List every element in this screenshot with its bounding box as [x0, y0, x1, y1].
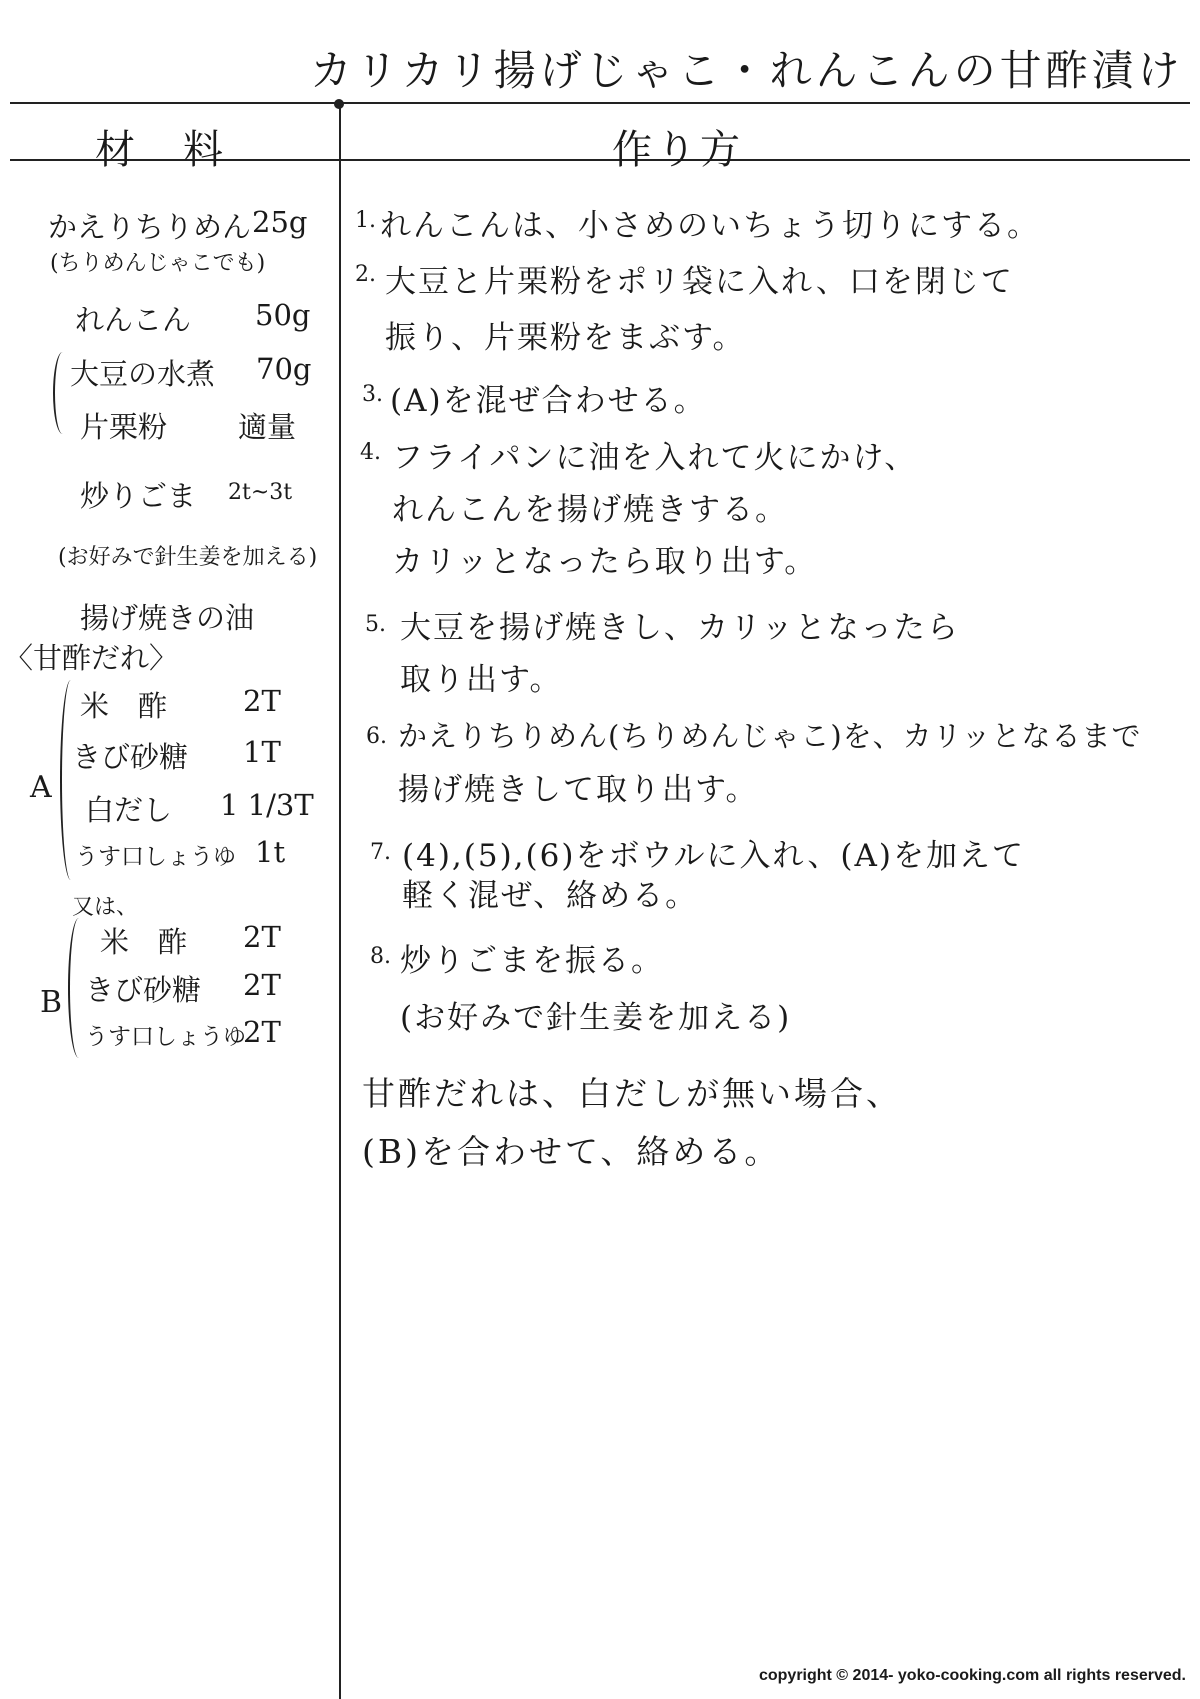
ingredient-daizu-amount: 70g	[256, 352, 312, 386]
group-b-item: きび砂糖	[85, 973, 202, 1007]
group-a-amount: 1T	[243, 735, 281, 769]
ingredient-kaeri-note: (ちりめんじゃこでも)	[50, 251, 266, 276]
method-header: 作り方	[612, 127, 744, 173]
step-line: かえりちりめん(ちりめんじゃこ)を、カリッとなるまで	[398, 719, 1142, 753]
column-divider	[339, 104, 341, 1699]
step-line: (お好みで針生姜を加える)	[400, 1000, 792, 1036]
group-b-label: B	[40, 985, 63, 1020]
group-b-item: 米 酢	[100, 925, 188, 959]
copyright: copyright © 2014- yoko-cooking.com all rights reserved.	[758, 1667, 1186, 1684]
step-line: れんこんは、小さめのいちょう切りにする。	[380, 208, 1040, 244]
group-b-bracket	[68, 918, 86, 1058]
step-number: 2.	[355, 262, 376, 287]
step-line: 炒りごまを振る。	[400, 943, 664, 979]
step-line: 揚げ焼きして取り出す。	[398, 772, 759, 808]
step-number: 4.	[360, 440, 381, 465]
step-number: 6.	[366, 724, 387, 749]
ingredient-kaeri-amount: 25g	[252, 205, 308, 239]
step-line: れんこんを揚げ焼きする。	[392, 492, 788, 528]
step-line: 大豆と片栗粉をポリ袋に入れ、口を閉じて	[385, 264, 1014, 300]
divider-dot	[334, 99, 344, 109]
group-b-amount: 2T	[243, 968, 281, 1002]
sauce-heading: 〈甘酢だれ〉	[4, 641, 179, 675]
ingredients-header: 材 料	[95, 127, 227, 173]
step-line: 取り出す。	[400, 662, 563, 698]
ingredient-oil: 揚げ焼きの油	[80, 601, 255, 635]
shoga-note: (お好みで針生姜を加える)	[58, 545, 318, 570]
group-b-item: うす口しょうゆ	[85, 1024, 246, 1050]
step-number: 8.	[370, 944, 391, 969]
step-line: (4),(5),(6)をボウルに入れ、(A)を加えて	[402, 838, 1025, 874]
group-a-item: 白だし	[85, 793, 173, 827]
step-line: フライパンに油を入れて火にかけ、	[392, 440, 918, 476]
group-a-item: 米 酢	[80, 689, 168, 723]
ingredient-renkon-name: れんこん	[75, 303, 192, 337]
ingredient-renkon-amount: 50g	[255, 298, 311, 332]
step-line: 振り、片栗粉をまぶす。	[385, 320, 746, 356]
group-a-amount: 2T	[243, 684, 281, 718]
group-a-label: A	[30, 770, 52, 805]
step-line: カリッとなったら取り出す。	[392, 544, 818, 580]
ingredient-kaeri-name: かえりちりめん	[48, 210, 252, 244]
note-line: (B)を合わせて、絡める。	[362, 1132, 781, 1171]
or-label: 又は、	[72, 895, 139, 920]
group-a-item: うす口しょうゆ	[75, 844, 236, 870]
ingredient-daizu-name: 大豆の水煮	[70, 357, 216, 391]
group-a-amount: 1 1/3T	[220, 788, 314, 822]
ingredient-goma-name: 炒りごま	[80, 479, 197, 513]
step-number: 5.	[365, 612, 386, 637]
step-number: 1.	[355, 208, 376, 233]
ingredient-katakuri-amount: 適量	[238, 410, 297, 444]
step-line: 軽く混ぜ、絡める。	[402, 878, 699, 914]
group-b-amount: 2T	[243, 1015, 281, 1049]
step-line: (A)を混ぜ合わせる。	[390, 383, 707, 419]
ingredient-katakuri-name: 片栗粉	[80, 410, 168, 444]
step-number: 3.	[362, 382, 383, 407]
recipe-title: カリカリ揚げじゃこ・れんこんの甘酢漬け	[310, 46, 1184, 95]
step-number: 7.	[370, 840, 391, 865]
step-line: 大豆を揚げ焼きし、カリッとなったら	[400, 610, 960, 646]
ingredient-goma-amount: 2t~3t	[228, 480, 293, 505]
daizu-bracket	[53, 352, 69, 434]
note-line: 甘酢だれは、白だしが無い場合、	[362, 1074, 902, 1113]
group-a-amount: 1t	[255, 835, 286, 869]
header-top-rule	[10, 102, 1190, 104]
group-a-item: きび砂糖	[72, 740, 189, 774]
group-b-amount: 2T	[243, 920, 281, 954]
